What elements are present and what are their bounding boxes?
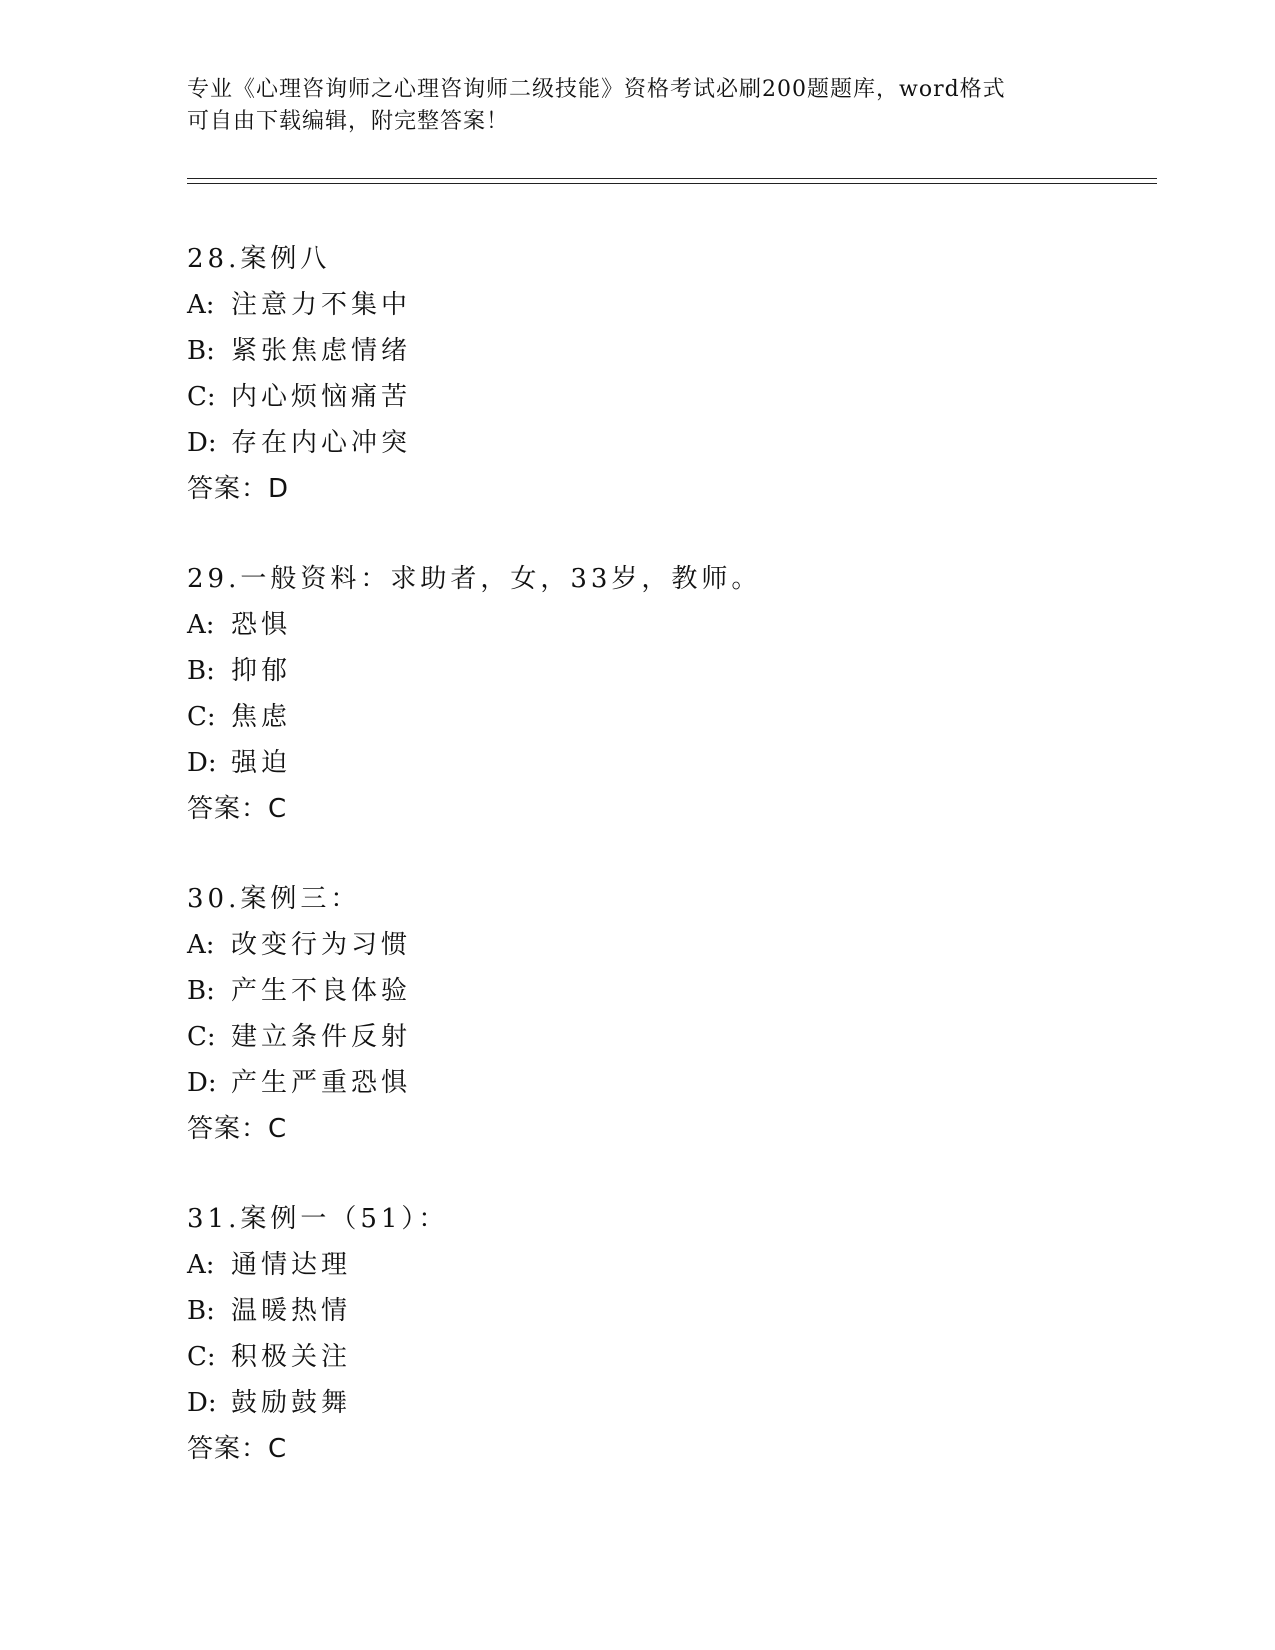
option-c: [187, 1334, 1137, 1380]
document-header: [187, 74, 1087, 138]
option-a: [187, 1242, 1137, 1288]
option-key: C:: [187, 1022, 216, 1052]
option-c: [187, 1014, 1137, 1060]
option-text: 产生严重恐惧: [231, 1068, 412, 1098]
option-d: [187, 740, 1137, 786]
header-divider-top: [187, 178, 1157, 179]
option-key: C:: [187, 382, 216, 412]
option-text: 通情达理: [231, 1250, 352, 1280]
option-text: 存在内心冲突: [231, 428, 412, 458]
answer-line: 答案：C: [187, 1114, 288, 1144]
option-b: [187, 968, 1137, 1014]
option-key: D:: [187, 1068, 217, 1098]
question-28: [187, 236, 1137, 556]
option-key: B:: [187, 976, 215, 1006]
option-text: 紧张焦虑情绪: [231, 336, 412, 366]
question-title: 28.案例八: [187, 244, 331, 274]
option-text: 抑郁: [231, 656, 292, 686]
header-divider-bottom: [187, 183, 1157, 184]
option-text: 建立条件反射: [231, 1022, 412, 1052]
question-title: 31.案例一（51）：: [187, 1204, 449, 1234]
option-d: [187, 420, 1137, 466]
option-key: A:: [187, 610, 215, 640]
header-line-2: 可自由下载编辑，附完整答案！: [187, 109, 510, 134]
option-key: A:: [187, 930, 215, 960]
option-text: 积极关注: [231, 1342, 352, 1372]
option-key: D:: [187, 748, 217, 778]
option-c: [187, 374, 1137, 420]
option-text: 强迫: [231, 748, 292, 778]
answer-line: 答案：D: [187, 474, 290, 504]
option-text: 温暖热情: [231, 1296, 352, 1326]
option-key: B:: [187, 656, 215, 686]
option-text: 产生不良体验: [231, 976, 412, 1006]
option-key: B:: [187, 336, 215, 366]
option-a: [187, 602, 1137, 648]
answer-line: 答案：C: [187, 1434, 288, 1464]
option-text: 改变行为习惯: [231, 930, 412, 960]
question-title: 30.案例三：: [187, 884, 361, 914]
option-text: 内心烦恼痛苦: [231, 382, 412, 412]
option-b: [187, 1288, 1137, 1334]
option-d: [187, 1380, 1137, 1426]
question-list: [187, 236, 1137, 1516]
option-key: B:: [187, 1296, 215, 1326]
option-d: [187, 1060, 1137, 1106]
option-key: D:: [187, 1388, 217, 1418]
option-key: A:: [187, 1250, 215, 1280]
option-key: D:: [187, 428, 217, 458]
option-b: [187, 648, 1137, 694]
option-text: 恐惧: [231, 610, 292, 640]
option-a: [187, 922, 1137, 968]
option-a: [187, 282, 1137, 328]
question-31: [187, 1196, 1137, 1516]
option-c: [187, 694, 1137, 740]
answer-line: 答案：C: [187, 794, 288, 824]
option-text: 注意力不集中: [231, 290, 412, 320]
question-title: 29.一般资料：求助者，女，33岁，教师。: [187, 564, 762, 594]
option-key: A:: [187, 290, 215, 320]
header-line-1: 专业《心理咨询师之心理咨询师二级技能》资格考试必刷200题题库，word格式: [187, 77, 1006, 102]
question-30: [187, 876, 1137, 1196]
option-text: 鼓励鼓舞: [231, 1388, 352, 1418]
option-b: [187, 328, 1137, 374]
question-29: [187, 556, 1137, 876]
option-key: C:: [187, 1342, 216, 1372]
option-key: C:: [187, 702, 216, 732]
option-text: 焦虑: [231, 702, 292, 732]
